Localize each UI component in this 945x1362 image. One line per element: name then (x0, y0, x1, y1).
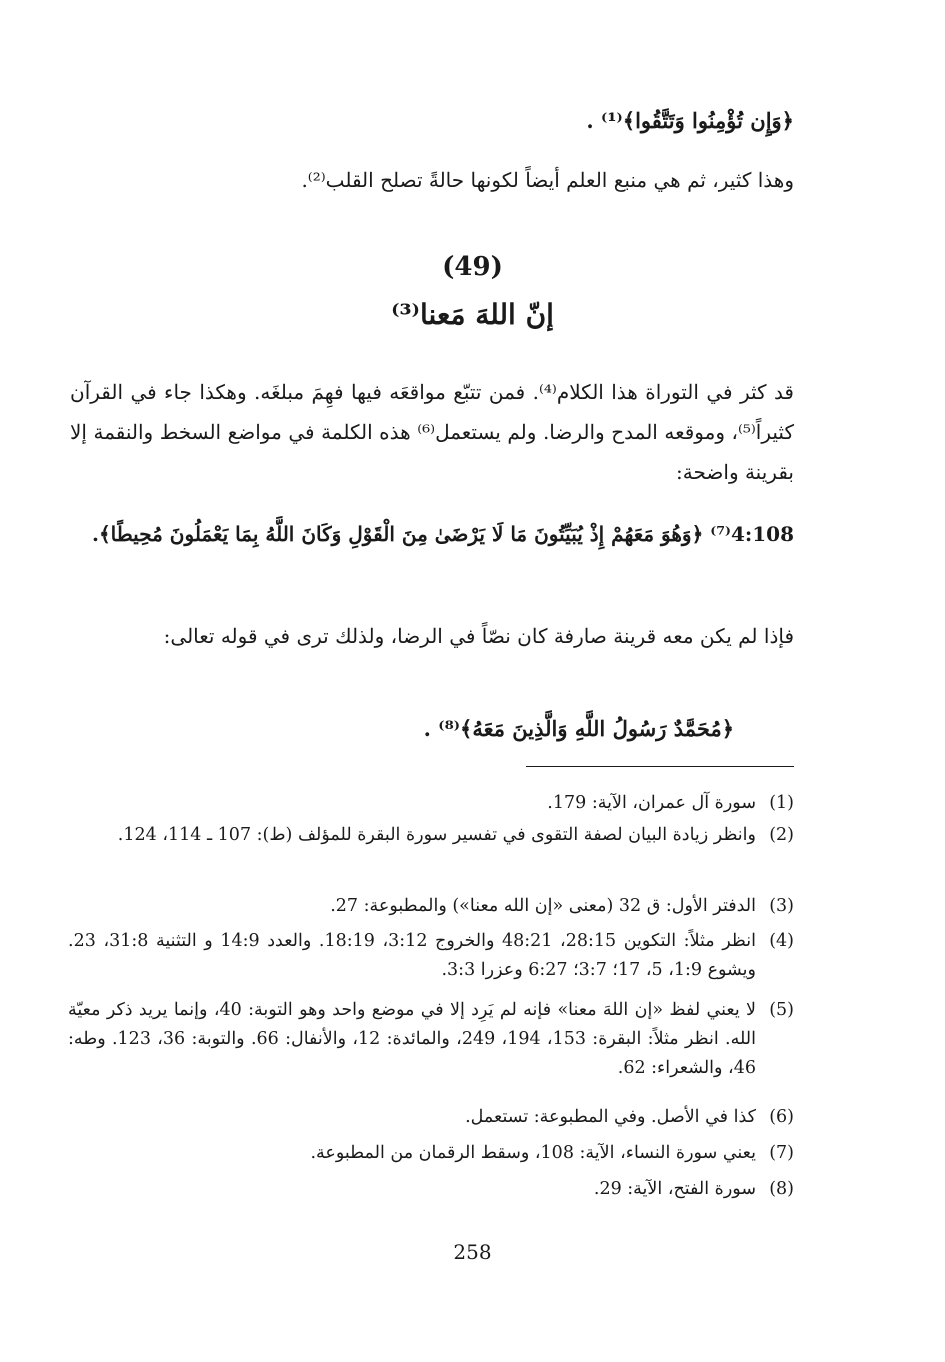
section-number: (49) (442, 252, 503, 282)
footnote-text: سورة آل عمران، الآية: 179. (547, 793, 756, 813)
verse-line-top: ﴿وَإِن تُؤْمِنُوا وَتَتَّقُوا﴾⁽¹⁾ . (586, 108, 794, 133)
footnote-text: سورة الفتح، الآية: 29. (593, 1179, 756, 1199)
footnote-text: يعني سورة النساء، الآية: 108، وسقط الرقمان من المطبوعة. (310, 1143, 756, 1163)
section-title: إنّ اللهَ مَعنا⁽³⁾ (391, 298, 554, 331)
paragraph-2: فإذا لم يكن معه قرينة صارفة كان نصّاً في الرضا، ولذلك ترى في قوله تعالى: (163, 624, 794, 648)
intro-text-line: وهذا كثير، ثم هي منبع العلم أيضاً لكونها حالةً تصلح القلب⁽²⁾. (301, 168, 794, 192)
footnote-number: (3) (769, 896, 794, 916)
footnote-number: (7) (769, 1143, 794, 1163)
footnote-number: (8) (769, 1179, 794, 1199)
footnote-3 (68, 892, 794, 921)
quranic-verse-nisa: 4:108⁽⁷⁾ ﴿وَهُوَ مَعَهُمْ إِذْ يُبَيِّتُونَ مَا لَا يَرْضَىٰ مِنَ الْقَوْلِ وَكَانَ اللَّهُ بِمَا يَعْمَلُونَ مُحِيطًا﴾. (92, 522, 794, 546)
footnote-separator (526, 766, 794, 767)
footnote-1 (68, 789, 794, 818)
footnote-text: وانظر زيادة البيان لصفة التقوى في تفسير سورة البقرة للمؤلف (ط): 107 ـ 114، 124. (117, 825, 756, 845)
footnote-text: انظر مثلاً: التكوين 28:15، 48:21 والخروج 3:12، 18:19. والعدد 14:9 و التثنية 31:8، 23. ويشوع 1:9، 5، 17؛ 3:7؛ 6:27 وعزرا 3:3. (68, 931, 757, 980)
page-number: 258 (453, 1240, 492, 1264)
footnote-text: الدفتر الأول: ق 32 (معنى «إن الله معنا») والمطبوعة: 27. (330, 896, 756, 916)
footnote-4 (68, 927, 794, 985)
footnote-2 (68, 821, 794, 850)
footnote-7 (68, 1139, 794, 1168)
quranic-verse-fath: ﴿مُحَمَّدٌ رَسُولُ اللَّهِ وَالَّذِينَ مَعَهُ﴾⁽⁸⁾ . (423, 716, 734, 741)
footnote-text: كذا في الأصل. وفي المطبوعة: تستعمل. (465, 1107, 756, 1127)
footnote-8 (68, 1175, 794, 1204)
footnote-number: (4) (769, 931, 794, 951)
paragraph-1: قد كثر في التوراة هذا الكلام⁽⁴⁾. فمن تتبّع مواقعَه فيها فهِمَ مبلغَه. وهكذا جاء في القرآن كثيراً⁽⁵⁾، وموقعه المدح والرضا. ولم يستعمل⁽⁶⁾ هذه الكلمة في مواضع السخط والنقمة إلا بقرينة واضحة: (70, 380, 794, 484)
footnote-number: (6) (769, 1107, 794, 1127)
footnote-number: (1) (769, 793, 794, 813)
footnote-text: لا يعني لفظ «إن اللهَ معنا» فإنه لم يَرِد إلا في موضع واحد وهو التوبة: 40، وإنما يريد ذكر معيّة الله. انظر مثلاً: البقرة: 153، 194، 249، والمائدة: 12، والأنفال: 66. والتوبة: 36، 123. وطه: 46، والشعراء: 62. (68, 1000, 757, 1078)
footnote-number: (5) (769, 1000, 794, 1020)
footnote-number: (2) (769, 825, 794, 845)
footnote-6 (68, 1103, 794, 1132)
footnote-5 (68, 996, 794, 1083)
